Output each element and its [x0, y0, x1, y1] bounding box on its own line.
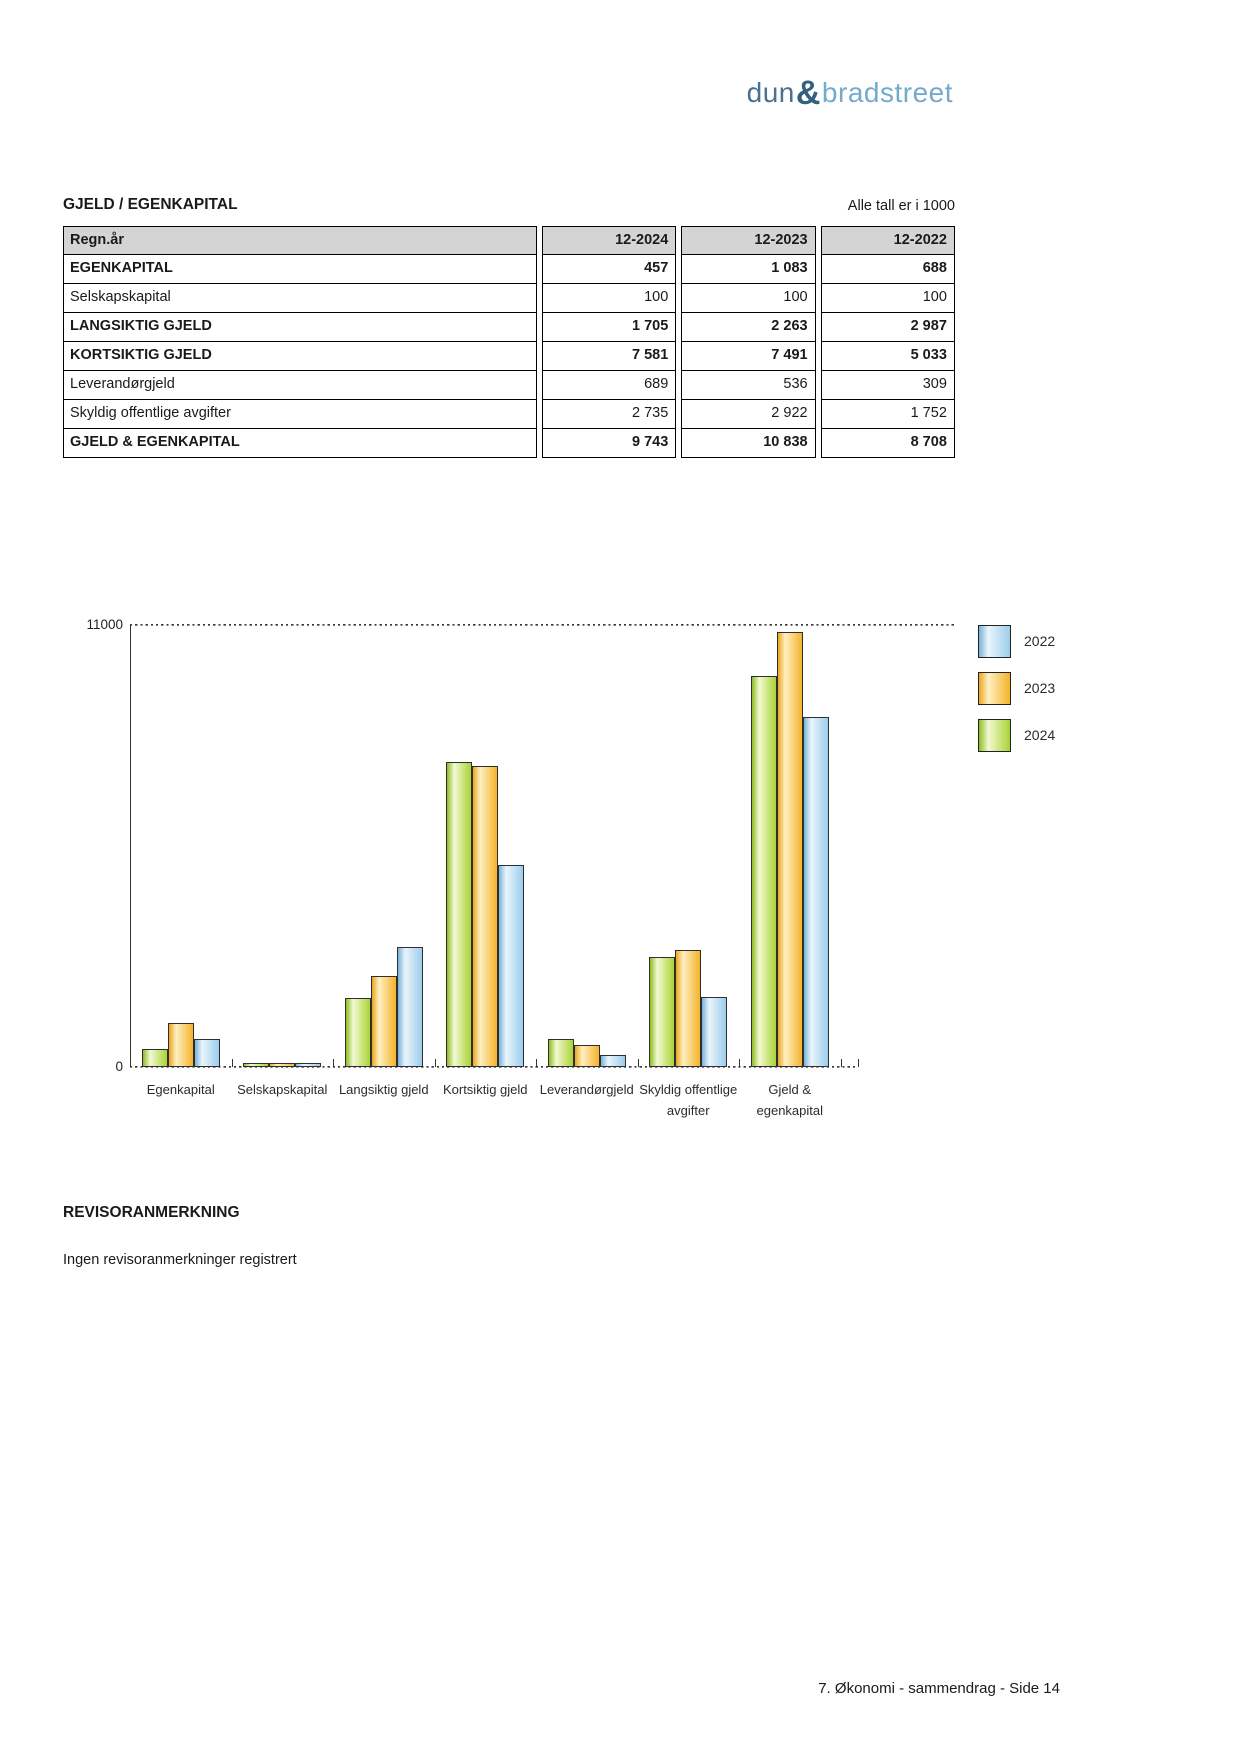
y-tick-label-max: 11000: [86, 617, 123, 632]
table-row-label: KORTSIKTIG GJELD: [63, 342, 537, 371]
category-label: Gjeld & egenkapital: [756, 1082, 823, 1119]
bar-2024-5: [548, 1039, 574, 1067]
category-label: Selskapskapital: [237, 1082, 328, 1097]
table-cell-value: 10 838: [681, 429, 815, 458]
table-cell-value: 2 735: [542, 400, 676, 429]
bar-2023-5: [574, 1045, 600, 1067]
x-axis-tick: [232, 1059, 233, 1067]
table-cell-value: 7 491: [681, 342, 815, 371]
dun-bradstreet-logo: [747, 72, 953, 111]
gridline-11000: [130, 624, 955, 626]
legend-label-2024: 2024: [1024, 727, 1056, 743]
bar-2024-2: [243, 1063, 269, 1067]
table-cell-value: 100: [821, 284, 955, 313]
y-tick-label-zero: 0: [115, 1059, 123, 1074]
table-cell-value: 689: [542, 371, 676, 400]
table-row: [63, 429, 955, 458]
bar-2022-2: [295, 1063, 321, 1067]
legend-swatch-2023: [978, 672, 1011, 705]
bar-2023-4: [472, 766, 498, 1067]
table-row-label: Selskapskapital: [63, 284, 537, 313]
table-cell-value: 1 752: [821, 400, 955, 429]
table-cell-value: 9 743: [542, 429, 676, 458]
bar-2023-6: [675, 950, 701, 1067]
x-axis-tick: [536, 1059, 537, 1067]
table-cell-value: 5 033: [821, 342, 955, 371]
legend-swatch-2022: [978, 625, 1011, 658]
legend-swatch-2024: [978, 719, 1011, 752]
bar-2023-1: [168, 1023, 194, 1067]
auditor-remark-text: Ingen revisoranmerkninger registrert: [63, 1252, 297, 1268]
table-row-label: EGENKAPITAL: [63, 255, 537, 284]
section-header: [63, 196, 955, 214]
x-axis-tick: [841, 1059, 842, 1067]
bar-2022-7: [803, 717, 829, 1067]
table-row: [63, 371, 955, 400]
section-title: GJELD / EGENKAPITAL: [63, 196, 238, 213]
table-cell-value: 457: [542, 255, 676, 284]
category-label: Egenkapital: [146, 1082, 215, 1097]
bar-2022-3: [397, 947, 423, 1067]
page-footer: 7. Økonomi - sammendrag - Side 14: [818, 1680, 1060, 1697]
bar-2024-4: [446, 762, 472, 1067]
units-note: Alle tall er i 1000: [847, 198, 955, 214]
bar-2023-7: [777, 632, 803, 1067]
legend-label-2023: 2023: [1024, 680, 1056, 696]
table-row-label: Leverandørgjeld: [63, 371, 537, 400]
category-label: Skyldig offentlige avgifter: [639, 1082, 738, 1119]
y-axis-line: [130, 625, 131, 1067]
table-row: [63, 400, 955, 429]
table-header-row: [63, 226, 955, 255]
financial-table: [63, 226, 955, 458]
table-cell-value: 2 987: [821, 313, 955, 342]
table-header-cell: 12-2024: [542, 226, 676, 255]
bar-2023-3: [371, 976, 397, 1067]
x-axis-end-tick: [858, 1059, 859, 1067]
table-cell-value: 2 922: [681, 400, 815, 429]
bar-2024-1: [142, 1049, 168, 1067]
table-cell-value: 536: [681, 371, 815, 400]
table-cell-value: 8 708: [821, 429, 955, 458]
table-header-cell: 12-2022: [821, 226, 955, 255]
table-row-label: LANGSIKTIG GJELD: [63, 313, 537, 342]
table-cell-value: 7 581: [542, 342, 676, 371]
category-label: Leverandørgjeld: [539, 1082, 634, 1097]
x-axis-tick: [435, 1059, 436, 1067]
table-cell-value: 1 083: [681, 255, 815, 284]
table-row: [63, 255, 955, 284]
auditor-remark-heading: REVISORANMERKNING: [63, 1204, 240, 1221]
table-cell-value: 688: [821, 255, 955, 284]
table-row: [63, 284, 955, 313]
category-label: Kortsiktig gjeld: [442, 1082, 528, 1097]
bar-2024-6: [649, 957, 675, 1067]
legend-label-2022: 2022: [1024, 633, 1056, 649]
bar-2024-3: [345, 998, 371, 1067]
table-cell-value: 100: [542, 284, 676, 313]
table-header-cell: 12-2023: [681, 226, 815, 255]
table-cell-value: 100: [681, 284, 815, 313]
x-axis-tick: [739, 1059, 740, 1067]
bar-2022-1: [194, 1039, 220, 1067]
x-axis-tick: [333, 1059, 334, 1067]
table-row-label: GJELD & EGENKAPITAL: [63, 429, 537, 458]
logo-bradstreet: bradstreet: [821, 77, 953, 108]
table-row: [63, 313, 955, 342]
table-cell-value: 1 705: [542, 313, 676, 342]
bar-2024-7: [751, 676, 777, 1067]
bar-2022-6: [701, 997, 727, 1067]
bar-2022-5: [600, 1055, 626, 1067]
table-row: [63, 342, 955, 371]
table-cell-value: 309: [821, 371, 955, 400]
bar-2023-2: [269, 1063, 295, 1067]
x-axis-tick: [638, 1059, 639, 1067]
category-label: Langsiktig gjeld: [338, 1082, 429, 1097]
table-cell-value: 2 263: [681, 313, 815, 342]
table-header-cell: Regn.år: [63, 226, 537, 255]
table-row-label: Skyldig offentlige avgifter: [63, 400, 537, 429]
logo-dun: dun: [746, 77, 795, 108]
liabilities-equity-bar-chart: [75, 610, 1155, 1150]
logo-ampersand-icon: &: [795, 74, 821, 112]
bar-2022-4: [498, 865, 524, 1067]
